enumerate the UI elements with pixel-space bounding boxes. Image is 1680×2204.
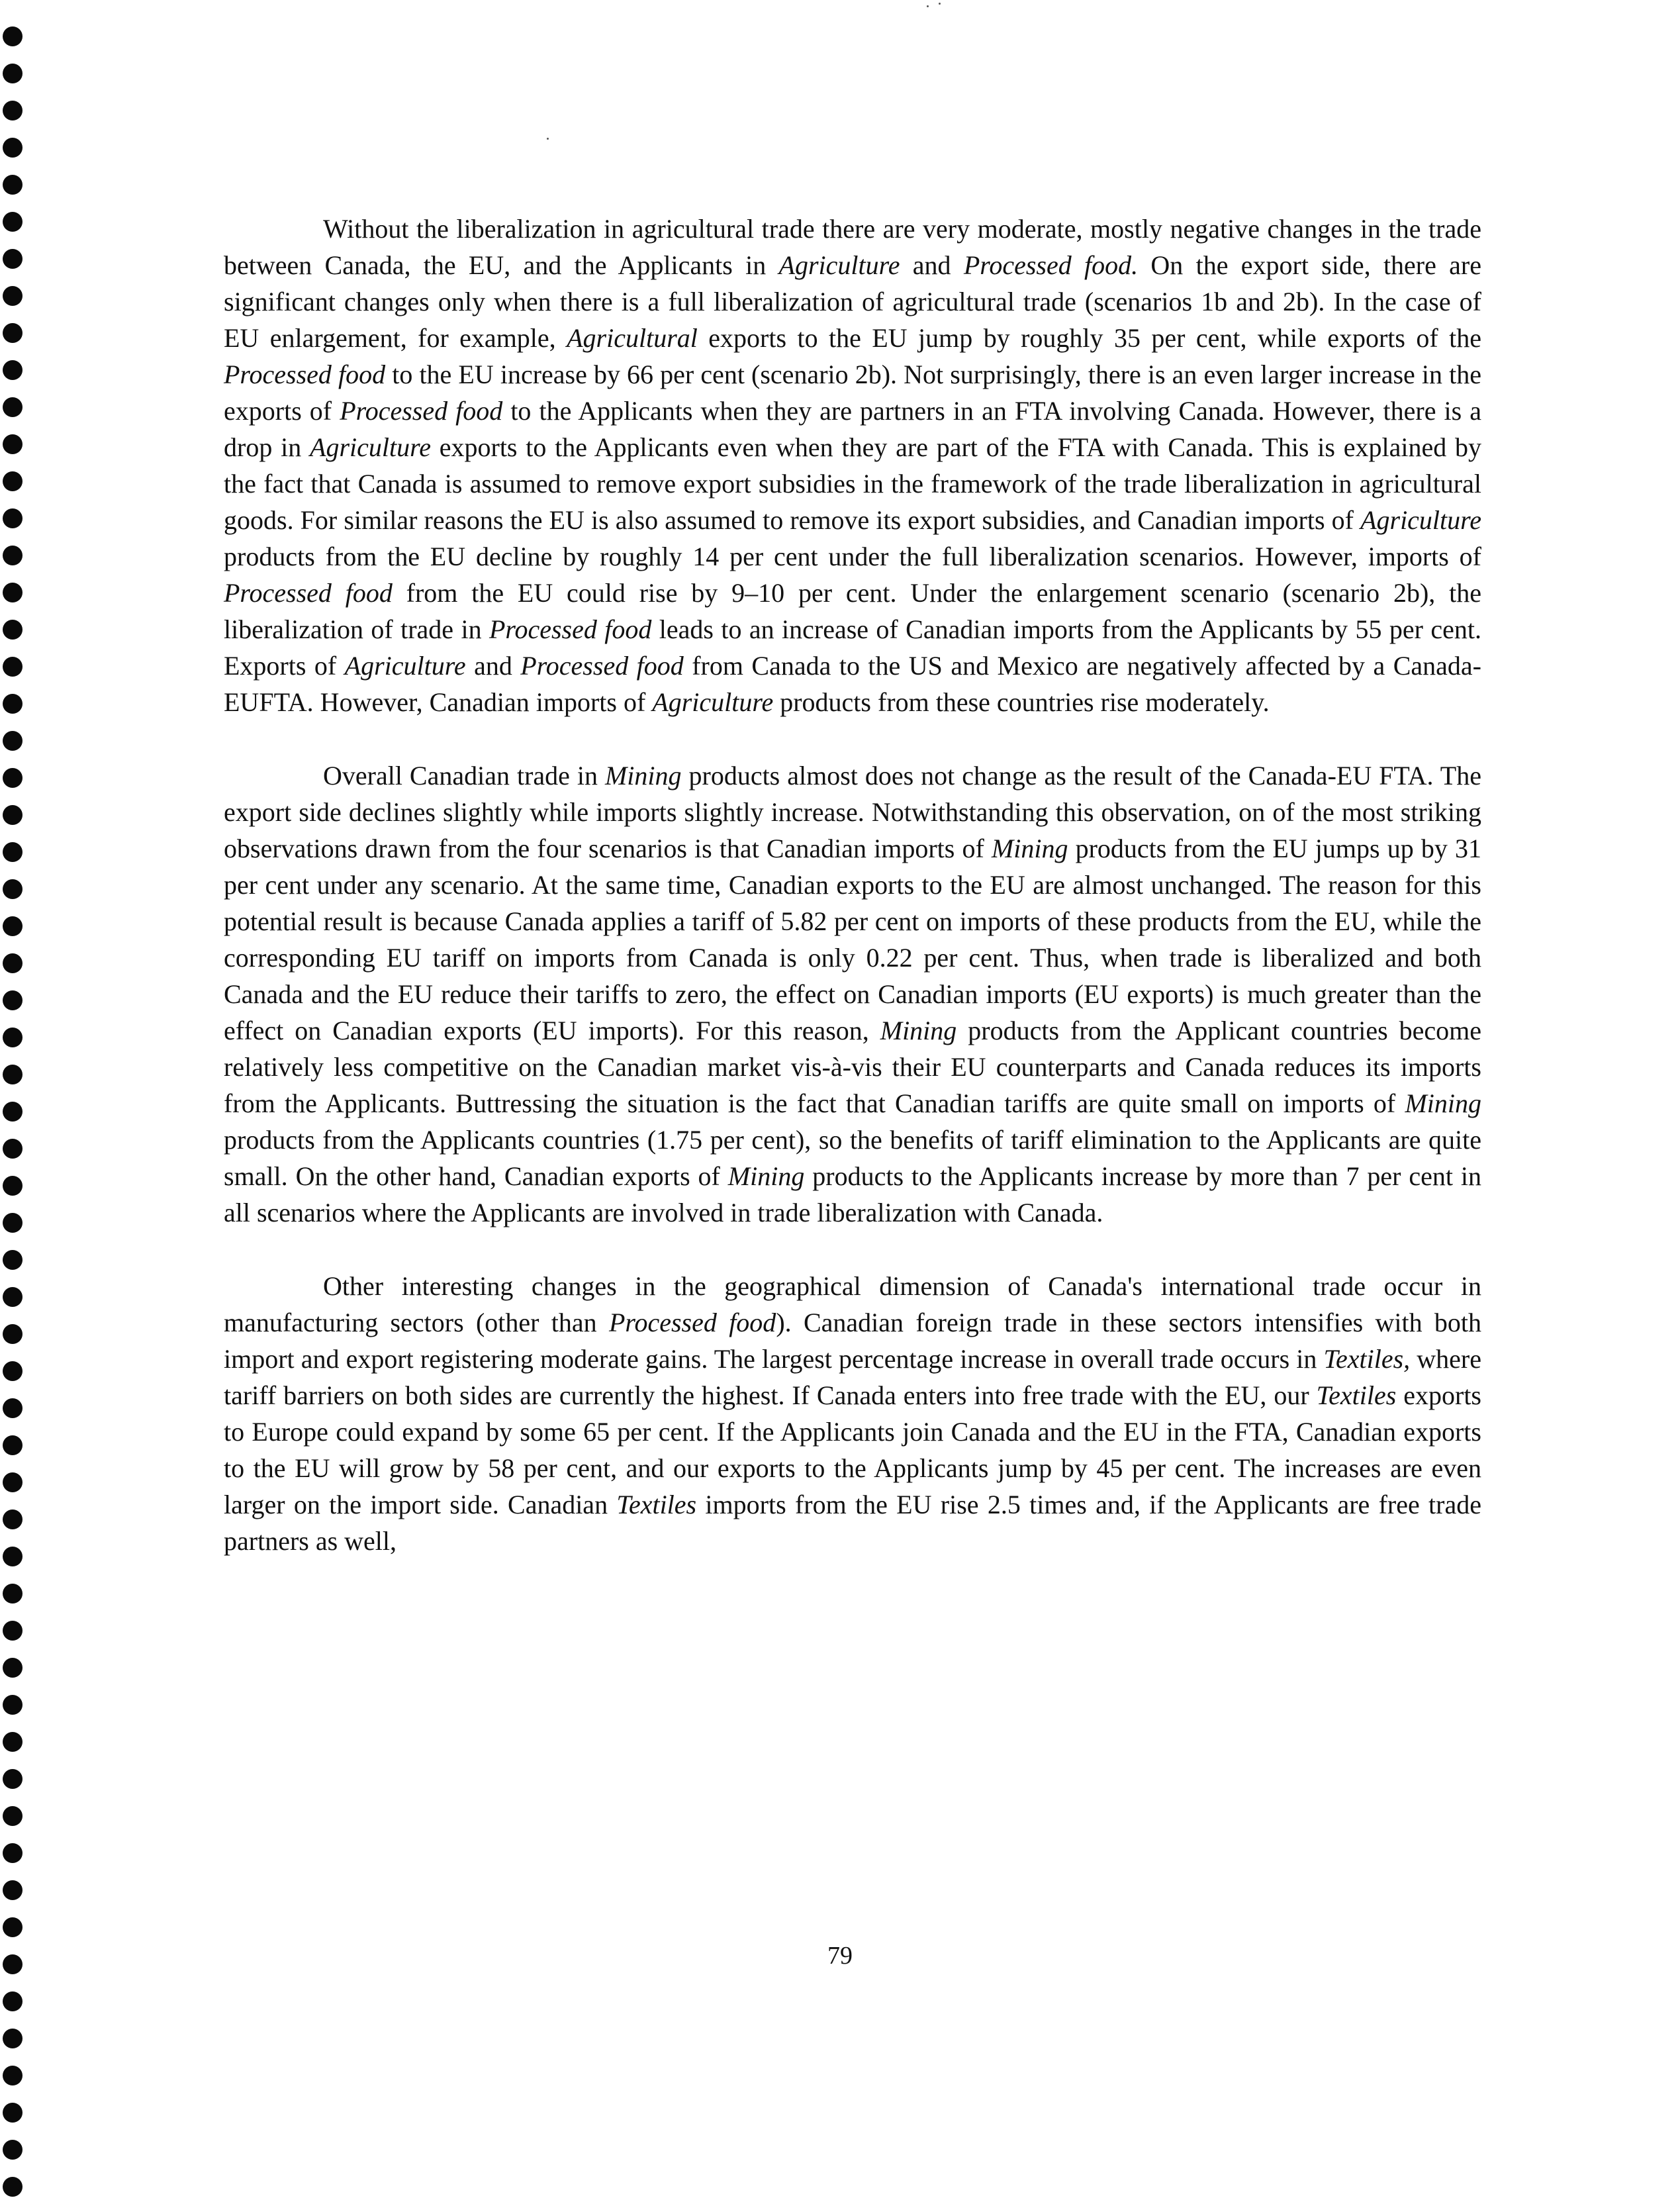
- italic-term: Mining: [727, 1161, 805, 1191]
- binder-hole: [3, 1917, 23, 1937]
- binder-hole: [3, 249, 23, 269]
- italic-term: Textiles: [616, 1490, 697, 1519]
- scan-speck: [927, 5, 929, 7]
- italic-term: Agriculture: [310, 432, 431, 462]
- paragraph-mining: [224, 757, 1481, 1231]
- binder-hole: [3, 508, 23, 528]
- binder-hole: [3, 1880, 23, 1900]
- binder-hole: [3, 1769, 23, 1789]
- binder-hole: [3, 1324, 23, 1344]
- italic-term: Processed food: [489, 614, 652, 644]
- text-run: from the EU could rise by 9–10 per cent. Under the enlargement scenario (scenario 2b), the liberalization of trade in: [224, 578, 1481, 644]
- binder-hole: [3, 2029, 23, 2048]
- italic-term: Processed food: [340, 396, 503, 426]
- binder-hole: [3, 26, 23, 46]
- binder-hole: [3, 1509, 23, 1529]
- binder-hole: [3, 2066, 23, 2085]
- binder-hole: [3, 583, 23, 602]
- italic-term: Agriculture: [1360, 505, 1481, 535]
- text-run: Other interesting changes in the geographical dimension of Canada's international trade occur in manufacturing sectors (other than: [224, 1271, 1481, 1337]
- binder-hole: [3, 1361, 23, 1381]
- binder-hole: [3, 842, 23, 862]
- binder-hole: [3, 1658, 23, 1678]
- binder-hole: [3, 990, 23, 1010]
- binder-hole: [3, 694, 23, 714]
- text-run: exports to the EU jump by roughly 35 per cent, while exports of the: [697, 323, 1481, 353]
- binder-hole: [3, 1398, 23, 1418]
- binder-hole: [3, 2140, 23, 2160]
- scan-speck: [939, 3, 941, 5]
- binder-hole: [3, 1213, 23, 1233]
- binder-hole: [3, 1176, 23, 1196]
- binder-hole: [3, 1250, 23, 1270]
- text-run: Without the liberalization in agricultural trade there are very moderate, mostly negative changes in the trade between Canada, the EU, and the Applicants in: [224, 214, 1481, 280]
- binder-hole: [3, 1287, 23, 1307]
- binder-hole: [3, 101, 23, 120]
- italic-term: Agriculture: [344, 651, 466, 681]
- italic-term: Textiles,: [1323, 1344, 1411, 1374]
- text-run: to the EU increase by 66 per cent (scenario 2b). Not surprisingly, there is an even larger increase in the exports of: [224, 359, 1481, 426]
- binder-hole: [3, 175, 23, 195]
- text-run: Overall Canadian trade in: [323, 761, 605, 791]
- binder-hole: [3, 768, 23, 788]
- binder-hole: [3, 953, 23, 973]
- binder-hole: [3, 1547, 23, 1566]
- binder-hole: [3, 286, 23, 306]
- binder-hole-strip: [0, 26, 26, 2204]
- italic-term: Mining: [604, 761, 682, 791]
- text-run: products from the Applicants countries (1.75 per cent), so the benefits of tariff elimination to the Applicants are quite small. On the other hand, Canadian exports of: [224, 1125, 1481, 1191]
- italic-term: Agriculture: [652, 687, 774, 717]
- binder-hole: [3, 620, 23, 640]
- scan-speck: [547, 138, 549, 140]
- body-text: [224, 211, 1481, 1596]
- binder-hole: [3, 323, 23, 343]
- binder-hole: [3, 1102, 23, 1122]
- binder-hole: [3, 1806, 23, 1826]
- binder-hole: [3, 360, 23, 380]
- italic-term: Mining: [991, 834, 1068, 863]
- binder-hole: [3, 1621, 23, 1641]
- binder-hole: [3, 138, 23, 158]
- italic-term: Processed food: [224, 578, 393, 608]
- text-run: products to the Applicants increase by more than 7 per cent in all scenarios where the Applicants are involved in trade liberalization with Canada.: [224, 1161, 1482, 1227]
- text-run: products from the EU decline by roughly 14 per cent under the full liberalization scenarios. However, imports of: [224, 542, 1481, 571]
- text-run: to the Applicants when they are partners in an FTA involving Canada. However, there is a drop in: [224, 396, 1481, 462]
- page-number: 79: [827, 1942, 853, 1970]
- binder-hole: [3, 2177, 23, 2197]
- italic-term: Mining: [1405, 1088, 1481, 1118]
- binder-hole: [3, 805, 23, 825]
- text-run: ). Canadian foreign trade in these sectors intensifies with both import and export registering moderate gains. The largest percentage increase in overall trade occurs in: [224, 1308, 1481, 1374]
- text-run: exports to Europe could expand by some 65 per cent. If the Applicants join Canada and the EU in the FTA, Canadian exports to the EU will grow by 58 per cent, and our exports to the Applicants jump by 45 per cent. The increases are even larger on the import side. Canadian: [224, 1380, 1481, 1519]
- binder-hole: [3, 471, 23, 491]
- text-run: products from the Applicant countries become relatively less competitive on the Canadian market vis-à-vis their EU counterparts and Canada reduces its imports from the Applicants. Buttressing the situation is the fact that Canadian tariffs are quite small on imports of: [224, 1016, 1481, 1118]
- italic-term: Processed food: [224, 359, 386, 389]
- text-run: from Canada to the US and Mexico are negatively affected by a Canada-EUFTA. However, Canadian imports of: [224, 651, 1481, 717]
- paragraph-manufacturing: [224, 1268, 1481, 1559]
- binder-hole: [3, 2103, 23, 2123]
- binder-hole: [3, 64, 23, 83]
- binder-hole: [3, 916, 23, 936]
- binder-hole: [3, 879, 23, 899]
- binder-hole: [3, 212, 23, 232]
- binder-hole: [3, 1065, 23, 1084]
- text-run: products from these countries rise moderately.: [773, 687, 1270, 717]
- text-run: where tariff barriers on both sides are currently the highest. If Canada enters into free trade with the EU, our: [224, 1344, 1481, 1410]
- italic-term: Agricultural: [567, 323, 698, 353]
- binder-hole: [3, 1435, 23, 1455]
- paragraph-agriculture: [224, 211, 1481, 720]
- binder-hole: [3, 1472, 23, 1492]
- binder-hole: [3, 1991, 23, 2011]
- binder-hole: [3, 731, 23, 751]
- binder-hole: [3, 1843, 23, 1863]
- binder-hole: [3, 1954, 23, 1974]
- text-run: and: [465, 651, 521, 681]
- italic-term: Processed food: [520, 651, 684, 681]
- italic-term: Processed food.: [963, 250, 1139, 280]
- binder-hole: [3, 657, 23, 677]
- text-run: and: [900, 250, 964, 280]
- binder-hole: [3, 1028, 23, 1047]
- binder-hole: [3, 1139, 23, 1159]
- italic-term: Agriculture: [778, 250, 900, 280]
- binder-hole: [3, 397, 23, 417]
- binder-hole: [3, 434, 23, 454]
- binder-hole: [3, 1695, 23, 1715]
- italic-term: Processed food: [608, 1308, 776, 1337]
- italic-term: Textiles: [1316, 1380, 1397, 1410]
- text-run: exports to the Applicants even when they are part of the FTA with Canada. This is explained by the fact that Canada is assumed to remove export subsidies in the framework of the trade liberalization in agricultural goods. For similar reasons the EU is also assumed to remove its export subsidies, and Canadian imports of: [224, 432, 1481, 535]
- binder-hole: [3, 1584, 23, 1604]
- text-run: leads to an increase of Canadian imports from the Applicants by 55 per cent. Exports of: [224, 614, 1481, 681]
- binder-hole: [3, 1732, 23, 1752]
- text-run: products almost does not change as the result of the Canada-EU FTA. The export side declines slightly while imports slightly increase. Notwithstanding this observation, on of the most striking observations drawn from the four scenarios is that Canadian imports of: [224, 761, 1481, 863]
- text-run: On the export side, there are significant changes only when there is a full liberalization of agricultural trade (scenarios 1b and 2b). In the case of EU enlargement, for example,: [224, 250, 1481, 353]
- italic-term: Mining: [880, 1016, 957, 1045]
- text-run: products from the EU jumps up by 31 per cent under any scenario. At the same time, Canadian exports to the EU are almost unchanged. The reason for this potential result is because Canada applies a tariff of 5.82 per cent on imports of these products from the EU, while the corresponding EU tariff on imports from Canada is only 0.22 per cent. Thus, when trade is liberalized and both Canada and the EU reduce their tariffs to zero, the effect on Canadian imports (EU exports) is much greater than the effect on Canadian exports (EU imports). For this reason,: [224, 834, 1481, 1045]
- binder-hole: [3, 546, 23, 565]
- text-run: imports from the EU rise 2.5 times and, if the Applicants are free trade partners as well,: [224, 1490, 1481, 1556]
